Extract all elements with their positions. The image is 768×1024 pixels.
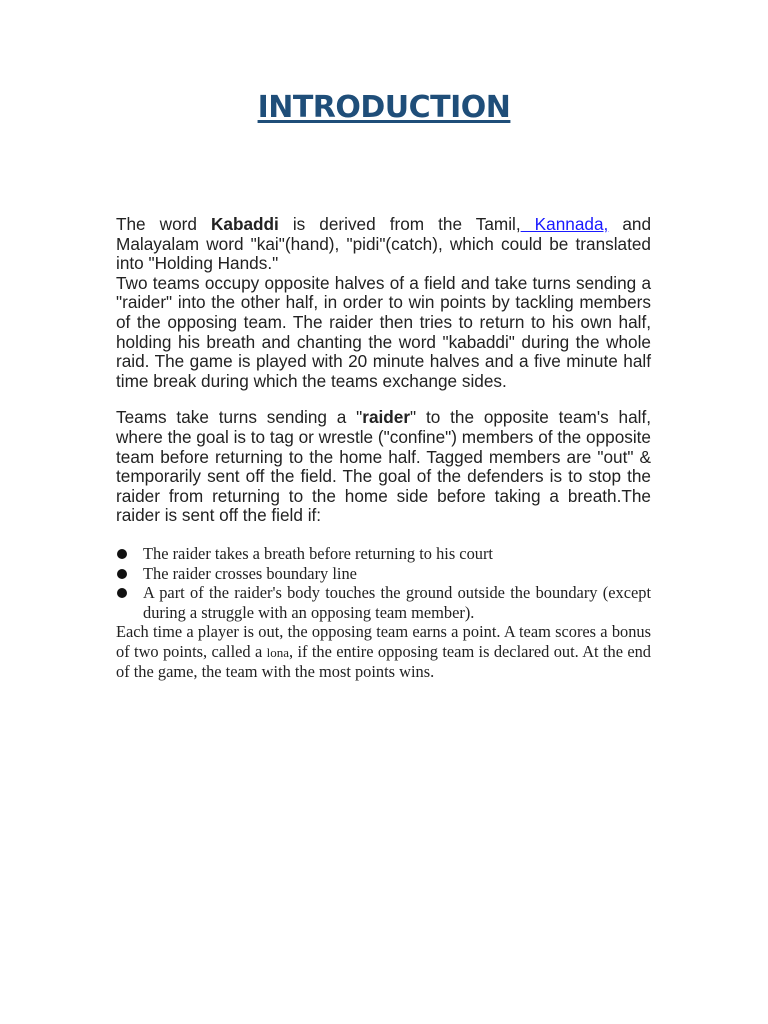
rules-list	[116, 544, 651, 622]
paragraph-text: Each time a player is out, the opposing team earns a point. A team scores a bonus of two points, called a	[116, 622, 651, 661]
paragraph-teams: Two teams occupy opposite halves of a field and take turns sending a "raider" into the other half, in order to win points by tackling members of the opposing team. The raider then tries to return to his own half, holding his breath and chanting the word "kabaddi" during the whole raid. The game is played with 20 minute halves and a five minute half time break during which the teams exchange sides.	[116, 272, 651, 391]
paragraph-raider	[116, 408, 651, 526]
paragraph-text: , if the entire opposing team is declared out. At the end of the game, the team with the most points wins.	[116, 641, 651, 682]
paragraph-text: is derived from the Tamil,	[278, 214, 521, 234]
bold-term-kabaddi: Kabaddi	[210, 214, 279, 234]
list-item-text: The raider crosses boundary line	[143, 563, 357, 583]
list-item-text: A part of the raider's body touches the ground outside the boundary (except during a struggle with an opposing team member).	[143, 583, 651, 622]
paragraph-scoring	[116, 622, 651, 682]
paragraph-text: Teams take turns sending a "	[116, 407, 363, 428]
list-item	[116, 583, 651, 622]
paragraph-origin	[116, 215, 651, 274]
bullet-icon	[117, 549, 127, 559]
document-body	[116, 215, 651, 682]
bullet-icon	[117, 569, 127, 579]
paragraph-text: " to the opposite team's half, where the goal is to tag or wrestle ("confine") members of the opposite team before returning to the home half. Tagged members are "out" & temporarily sent off the field. The goal of the defenders is to stop the raider from returning to the home side before taking a breath.The raider is sent off the field if:	[116, 407, 652, 526]
paragraph-text: The word	[116, 214, 211, 234]
paragraph-text: and Malayalam word "kai"(hand), "pidi"(catch), which could be translated into "Holding Hands."	[116, 214, 652, 274]
list-item-text: The raider takes a breath before returning to his court	[143, 543, 493, 563]
list-item	[116, 544, 651, 564]
bold-term-raider: raider	[362, 407, 411, 428]
list-item	[116, 564, 651, 584]
kannada-link[interactable]: Kannada,	[520, 214, 609, 234]
page-title: INTRODUCTION	[257, 90, 511, 125]
bullet-icon	[117, 588, 127, 598]
term-lona: lona	[266, 644, 289, 660]
